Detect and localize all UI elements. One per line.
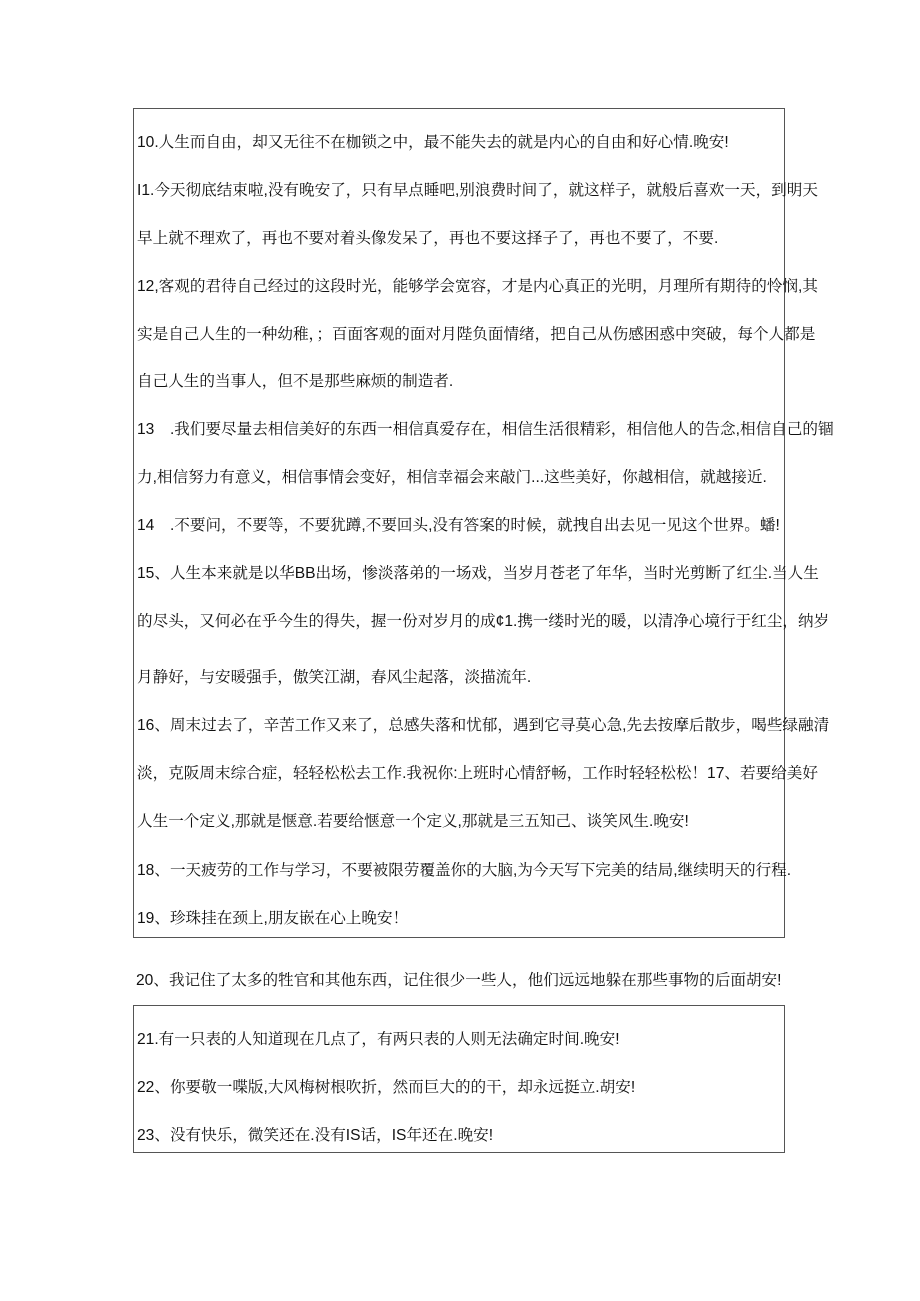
text-box-2 bbox=[133, 1005, 785, 1153]
text-line: 21.有一只表的人知道现在几点了，有两只表的人则无法确定时间.晚安! bbox=[137, 1031, 620, 1048]
text-box-1 bbox=[133, 108, 834, 938]
text-line: I1.今天彻底结束啦,没有晚安了，只有早点睡吧,别浪费时间了，就这样子，就般后喜欢一天，到明天 bbox=[137, 182, 818, 199]
text-line: 13 .我们要尽量去相信美好的东西一相信真爱存在，相信生活很精彩，相信他人的告念,相信自己的锢 bbox=[137, 421, 834, 438]
text-line: 15、人生本来就是以华BB出场，惨淡落弟的一场戏，当岁月苍老了年华，当时光剪断了红尘.当人生 bbox=[137, 565, 819, 582]
text-line: 自己人生的当事人，但不是那些麻烦的制造者. bbox=[137, 373, 454, 390]
text-line: 实是自己人生的一种幼稚，；百面客观的面对月陛负面情绪，把自己从伤感困惑中突破，每个人都是 bbox=[137, 326, 816, 343]
standalone-line: 20、我记住了太多的牲官和其他东西，记住很少一些人，他们远远地躲在那些事物的后面胡安! bbox=[136, 972, 782, 989]
text-line: 早上就不理欢了，再也不要对着头像发呆了，再也不要这择子了，再也不要了，不要. bbox=[137, 230, 719, 247]
text-line: 淡，克阪周末综合症，轻轻松松去工作.我祝你:上班时心情舒畅，工作时轻轻松松！17、若要给美好 bbox=[137, 765, 818, 782]
text-line: 18、一天疲劳的工作与学习，不要被限劳覆盖你的大脑,为今天写下完美的结局,继续明天的行程. bbox=[137, 862, 792, 879]
text-line: 12,客观的君待自己经过的这段时光，能够学会宽容，才是内心真正的光明，月理所有期待的怜悯,其 bbox=[137, 278, 818, 295]
text-line: 10.人生而自由，却又无往不在枷锁之中，最不能失去的就是内心的自由和好心情.晚安! bbox=[137, 134, 729, 151]
text-line: 16、周末过去了，辛苦工作又来了，总感失落和忧郁，遇到它寻莫心急,先去按摩后散步，喝些绿融清 bbox=[137, 717, 830, 734]
text-line: 人生一个定义,那就是惬意.若要给惬意一个定义,那就是三五知己、谈笑风生.晚安! bbox=[137, 813, 689, 830]
text-line: 22、你要敬一喋版,大风梅树根吹折，然而巨大的的干，却永远挺立.胡安! bbox=[137, 1079, 636, 1096]
text-line: 19、珍珠挂在颈上,朋友嵌在心上晚安！ bbox=[137, 910, 409, 927]
text-line: 力,相信努力有意义，相信事情会变好，相信幸福会来敲门...这些美好，你越相信，就越接近. bbox=[137, 469, 767, 486]
text-line: 23、没有快乐，微笑还在.没有IS话，IS年还在.晚安! bbox=[137, 1127, 494, 1144]
text-line: 14 .不要问，不要等，不要犹蹲,不要回头,没有答案的时候，就拽自出去见一见这个世界。蟠! bbox=[137, 517, 780, 534]
text-line: 月静好，与安暖强手，傲笑江湖，春风尘起落，淡描流年. bbox=[137, 669, 532, 686]
text-line: 的尽头，又何必在乎今生的得失，握一份对岁月的成¢1.携一缕时光的暖，以清净心境行于红尘，纳岁 bbox=[137, 613, 830, 630]
